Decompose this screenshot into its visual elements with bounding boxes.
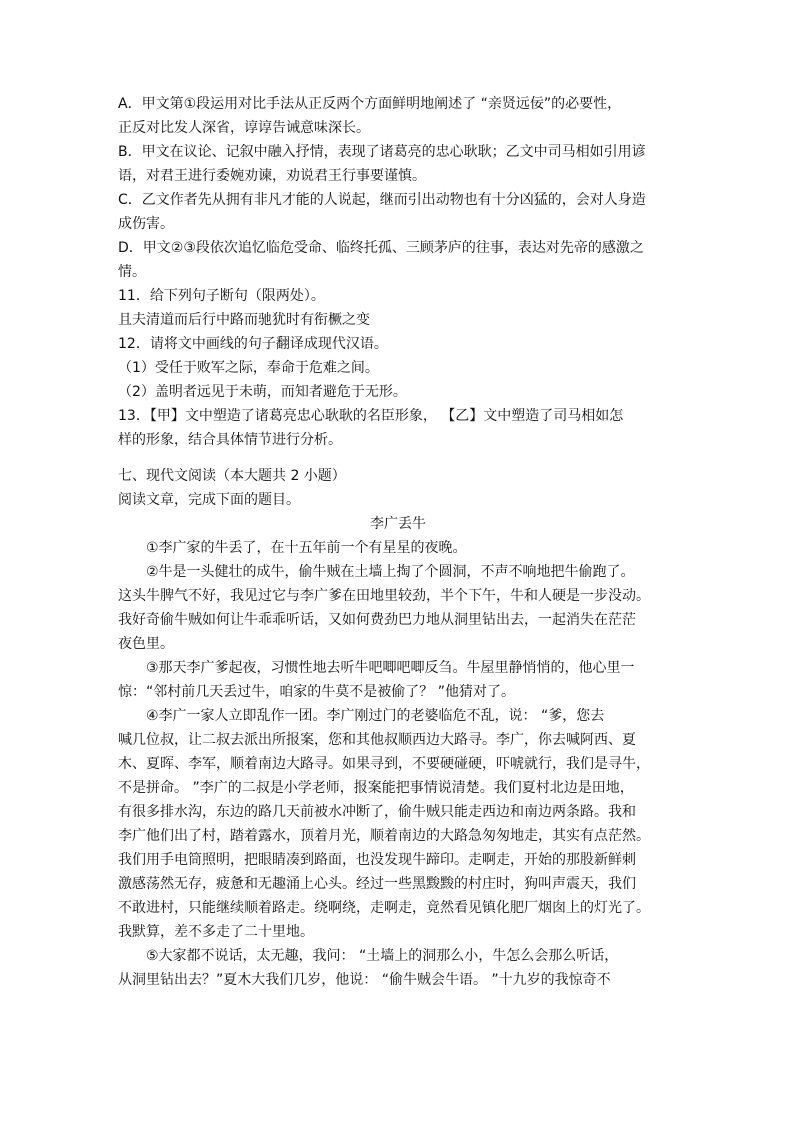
paragraph-line: ①李广家的牛丢了，在十五年前一个有星星的夜晚。 — [146, 540, 467, 556]
question-line: 且夫清道而后行中路而驰犹时有衔橛之变 — [118, 312, 370, 328]
question-line: （2）盖明者远见于未萌，而知者避危于无形。 — [118, 384, 407, 400]
section-line: 七、现代文阅读（本大题共 2 小题） — [118, 468, 346, 484]
paragraph-line: ③那天李广爹起夜，习惯性地去听牛吧唧吧唧反刍。牛屋里静悄悄的，他心里一 — [146, 660, 635, 676]
question-12 — [118, 332, 678, 404]
article-body — [118, 536, 678, 992]
paragraph-line: 激感荡然无存，疲惫和无趣涌上心头。经过一些黑黢黢的村庄时，狗叫声震天，我们 — [118, 876, 636, 892]
paragraph-line: ④李广一家人立即乱作一团。李广刚过门的老婆临危不乱，说： “爹，您去 — [146, 708, 605, 724]
paragraph-line: ②牛是一头健壮的成牛，偷牛贼在土墙上掏了个圆洞，不声不响地把牛偷跑了。 — [146, 564, 635, 580]
option-line: D．甲文②③段依次追忆临危受命、临终托孤、三顾茅庐的往事，表达对先帝的感激之 — [118, 240, 644, 256]
paragraph-line: 我默算，差不多走了二十里地。 — [118, 924, 314, 940]
question-11 — [118, 284, 678, 332]
answer-options — [118, 92, 678, 284]
question-line: 13．【甲】文中塑造了诸葛亮忠心耿耿的名臣形象， 【乙】文中塑造了司马相如怎 — [118, 408, 624, 424]
option-line: 语，对君王进行委婉劝谏，劝说君王行事要谨慎。 — [118, 168, 426, 184]
section-line: 阅读文章，完成下面的题目。 — [118, 492, 300, 508]
paragraph-line: 我好奇偷牛贼如何让牛乖乖听话，又如何费劲巴力地从洞里钻出去，一起消失在茫茫 — [118, 612, 636, 628]
paragraph-line: 有很多排水沟，东边的路几天前被水冲断了，偷牛贼只能走西边和南边两条路。我和 — [118, 804, 636, 820]
paragraph-line: 我们用手电筒照明，把眼睛凑到路面，也没发现牛蹄印。走啊走，开始的那股新鲜刺 — [118, 852, 636, 868]
option-line: 正反对比发人深省，谆谆告诫意味深长。 — [118, 120, 370, 136]
question-13 — [118, 404, 678, 452]
question-line: 样的形象，结合具体情节进行分析。 — [118, 432, 342, 448]
option-line: 成伤害。 — [118, 216, 174, 232]
option-line: C．乙文作者先从拥有非凡才能的人说起，继而引出动物也有十分凶猛的，会对人身造 — [118, 192, 646, 208]
article-title: 李广丢牛 — [370, 516, 426, 532]
section-7-header — [118, 464, 678, 512]
paragraph-line: 这头牛脾气不好，我见过它与李广爹在田地里较劲，半个下午，牛和人硬是一步没动。 — [118, 588, 650, 604]
question-line: （1）受任于败军之际，奉命于危难之间。 — [118, 360, 379, 376]
document-page — [118, 92, 678, 992]
question-line: 12．请将文中画线的句子翻译成现代汉语。 — [118, 336, 388, 352]
paragraph-line: ⑤大家都不说话，太无趣，我问： “土墙上的洞那么小，牛怎么会那么听话， — [146, 948, 619, 964]
option-line: 情。 — [118, 264, 146, 280]
option-line: B．甲文在议论、记叙中融入抒情，表现了诸葛亮的忠心耿耿；乙文中司马相如引用谚 — [118, 144, 646, 160]
paragraph-line: 木、夏晖、李军，顺着南边大路寻。如果寻到，不要硬碰硬，吓唬就行，我们是寻牛， — [118, 756, 650, 772]
option-line: A．甲文第①段运用对比手法从正反两个方面鲜明地阐述了 “亲贤远佞”的必要性， — [118, 96, 622, 112]
paragraph-line: 惊：“邻村前几天丢过牛，咱家的牛莫不是被偷了？ ”他猜对了。 — [118, 684, 515, 700]
paragraph-line: 李广他们出了村，踏着露水，顶着月光，顺着南边的大路急匆匆地走，其实有点茫然。 — [118, 828, 650, 844]
paragraph-line: 不敢进村，只能继续顺着路走。绕啊绕，走啊走，竟然看见镇化肥厂烟囱上的灯光了。 — [118, 900, 650, 916]
paragraph-line: 夜色里。 — [118, 636, 174, 652]
paragraph-line: 从洞里钻出去？”夏木大我们几岁，他说： “偷牛贼会牛语。 ”十九岁的我惊奇不 — [118, 972, 611, 988]
paragraph-line: 喊几位叔，让二叔去派出所报案，您和其他叔顺西边大路寻。李广，你去喊阿西、夏 — [118, 732, 636, 748]
question-line: 11．给下列句子断句（限两处）。 — [118, 288, 325, 304]
paragraph-line: 不是拼命。 ”李广的二叔是小学老师，报案能把事情说清楚。我们夏村北边是田地， — [118, 780, 634, 796]
